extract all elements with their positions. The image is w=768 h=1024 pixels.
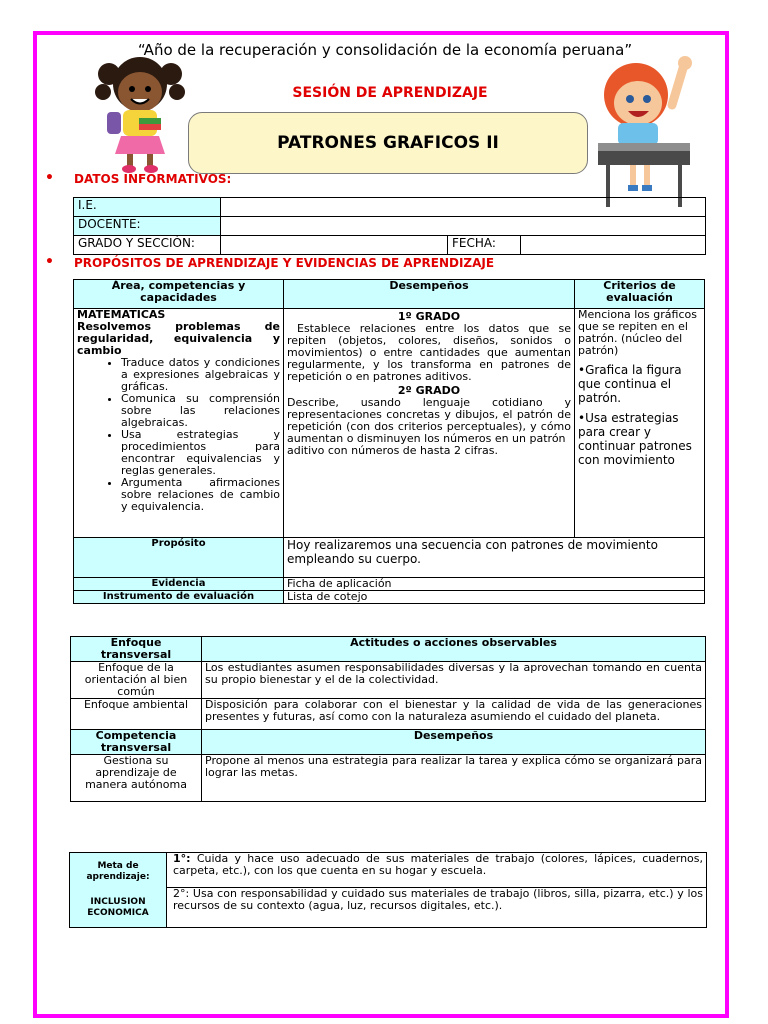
docente-value bbox=[221, 217, 706, 236]
criterio-1: Menciona los gráficos que se repiten en el patrón. (núcleo del patrón) bbox=[578, 308, 697, 357]
grado-value bbox=[221, 236, 448, 255]
grado2-text: Describe, usando lenguaje cotidiano y representaciones concretas y dibujos, el patrón de repetición (con dos criterios perceptuales), y cómo aumentan o disminuyen los números en un patrón bbox=[287, 396, 571, 445]
bullet-icon: • bbox=[45, 254, 54, 270]
datos-heading-text: DATOS INFORMATIVOS: bbox=[74, 172, 232, 186]
capacidades-list bbox=[77, 357, 280, 513]
enfoques-table bbox=[70, 636, 706, 802]
col-desempenos-header: Desempeños bbox=[202, 730, 706, 755]
grado1-title: 1º GRADO bbox=[397, 310, 461, 323]
docente-label: DOCENTE: bbox=[74, 217, 221, 236]
year-title: “Año de la recuperación y consolidación de la economía peruana” bbox=[137, 41, 633, 59]
criterios-cell bbox=[575, 309, 705, 538]
meta-grado2-text: Usa con responsabilidad y cuidado sus materiales de trabajo (libros, silla, pizarra, etc.) y los recursos de su contexto (agua, luz, recursos digitales, etc.). bbox=[173, 887, 703, 912]
girl-with-books-illustration bbox=[95, 52, 185, 174]
capacidad-item: • Argumenta afirmaciones sobre relaciones de cambio y equivalencia. bbox=[121, 477, 280, 513]
capacidad-item: • Comunica su comprensión sobre las relaciones algebraicas. bbox=[121, 393, 280, 429]
grado-label: GRADO Y SECCIÓN: bbox=[74, 236, 221, 255]
capacidad-item: • Usa estrategias y procedimientos para encontrar equivalencias y reglas generales. bbox=[121, 429, 280, 477]
criterio-2: •Grafica la figura que continua el patrón. bbox=[578, 363, 682, 405]
meta-grado2-cell bbox=[167, 888, 707, 928]
fecha-value bbox=[521, 236, 706, 255]
meta-grado1-label: 1°: bbox=[173, 852, 191, 865]
col-desempenos-header: Desempeños bbox=[284, 280, 575, 309]
datos-table bbox=[73, 197, 706, 255]
propositos-heading-text: PROPÓSITOS DE APRENDIZAJE Y EVIDENCIAS DE APRENDIZAJE bbox=[74, 256, 495, 270]
meta-grado1-text: Cuida y hace uso adecuado de sus materiales de trabajo (colores, lápices, cuadernos, carpeta, etc.), con los que cuenta en su hogar y escuela. bbox=[173, 852, 703, 877]
meta-grado1-cell bbox=[167, 853, 707, 888]
area-cell bbox=[74, 309, 284, 538]
topic-title: PATRONES GRAFICOS II bbox=[277, 133, 499, 153]
propositos-heading bbox=[45, 254, 495, 270]
grado2-title: 2º GRADO bbox=[397, 384, 461, 397]
session-title: SESIÓN DE APRENDIZAJE bbox=[292, 85, 488, 101]
proposito-text: Hoy realizaremos una secuencia con patrones de movimiento empleando su cuerpo. bbox=[284, 538, 705, 578]
ie-value bbox=[221, 198, 706, 217]
instrumento-text: Lista de cotejo bbox=[284, 591, 705, 604]
fecha-label: FECHA: bbox=[448, 236, 521, 255]
area-title: MATEMATICAS bbox=[77, 308, 166, 321]
grado2-text-b: aditivo con números de hasta 2 cifras. bbox=[287, 444, 498, 457]
competencia-name: Gestiona su aprendizaje de manera autónoma bbox=[71, 755, 202, 802]
col-competencia-header: Competencia transversal bbox=[71, 730, 202, 755]
evidencia-label: Evidencia bbox=[74, 578, 284, 591]
enfoque-text: Disposición para colaborar con el bienestar y la calidad de vida de las generaciones presentes y futuras, así como con la naturaleza asumiendo el cuidado del planeta. bbox=[202, 699, 706, 730]
datos-heading bbox=[45, 170, 232, 186]
meta-sublabel: INCLUSION ECONOMICA bbox=[87, 897, 149, 918]
grado1-text: Establece relaciones entre los datos que se repiten (objetos, colores, diseños, sonidos o movimientos) o entre cantidades que aumentan regularmente, y los transforma en patrones de repetición o en patrones aditivos. bbox=[287, 322, 571, 383]
col-actitudes-header: Actitudes o acciones observables bbox=[202, 637, 706, 662]
propositos-table bbox=[73, 279, 705, 604]
criterio-3: •Usa estrategias para crear y continuar patrones con movimiento bbox=[578, 411, 692, 467]
col-area-header: Área, competencias y capacidades bbox=[74, 280, 284, 309]
desempenos-cell bbox=[284, 309, 575, 538]
proposito-label: Propósito bbox=[74, 538, 284, 578]
competencia-text: Propone al menos una estrategia para realizar la tarea y explica cómo se organizará para lograr las metas. bbox=[202, 755, 706, 802]
meta-grado2-label: 2°: bbox=[173, 887, 190, 900]
enfoque-name: Enfoque de la orientación al bien común bbox=[71, 662, 202, 699]
col-enfoque-header: Enfoque transversal bbox=[71, 637, 202, 662]
topic-title-box bbox=[188, 112, 588, 174]
col-criterios-header: Criterios de evaluación bbox=[575, 280, 705, 309]
competencia-text: Resolvemos problemas de regularidad, equivalencia y cambio bbox=[77, 320, 280, 357]
enfoque-text: Los estudiantes asumen responsabilidades diversas y la aprovechan tomando en cuenta su propio bienestar y el de la colectividad. bbox=[202, 662, 706, 699]
girl-at-desk-illustration bbox=[594, 55, 694, 210]
meta-label-cell bbox=[70, 853, 167, 928]
meta-label: Meta de aprendizaje: bbox=[86, 861, 150, 882]
instrumento-label: Instrumento de evaluación bbox=[74, 591, 284, 604]
enfoque-name: Enfoque ambiental bbox=[71, 699, 202, 730]
meta-table bbox=[69, 852, 707, 928]
ie-label: I.E. bbox=[74, 198, 221, 217]
evidencia-text: Ficha de aplicación bbox=[284, 578, 705, 591]
bullet-icon: • bbox=[45, 170, 54, 186]
capacidad-item: • Traduce datos y condiciones a expresiones algebraicas y gráficas. bbox=[121, 357, 280, 393]
